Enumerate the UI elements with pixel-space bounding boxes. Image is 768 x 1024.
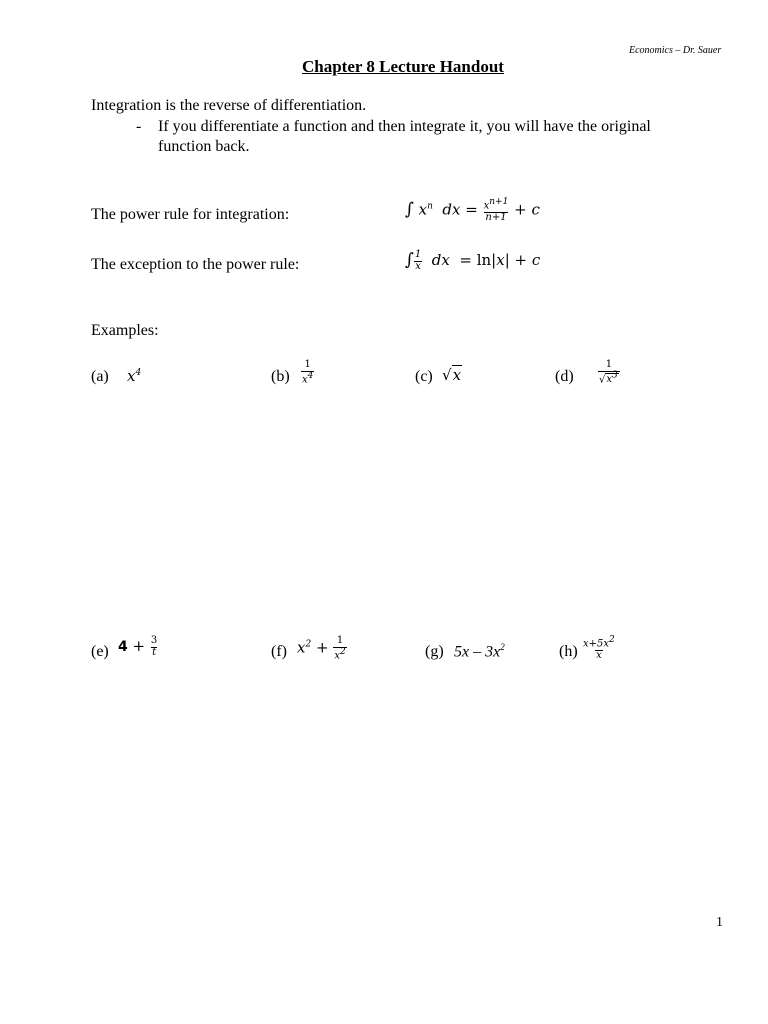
example-label-b: (b) xyxy=(271,368,290,385)
intro-line: Integration is the reverse of differentiation. xyxy=(91,97,367,114)
bullet-text-line1: If you differentiate a function and then integrate it, you will have the original xyxy=(158,118,651,135)
example-label-e: (e) xyxy=(91,643,109,660)
example-e-expr: 4 + $\frac{3}{t}$ xyxy=(118,635,158,658)
example-label-f: (f) xyxy=(271,643,287,660)
exception-label: The exception to the power rule: xyxy=(91,256,300,273)
exception-formula: ∫ $\frac{1}{x}$ dx = ln|x| + c xyxy=(405,249,541,272)
bullet-text-line2: function back. xyxy=(158,138,250,155)
examples-heading: Examples: xyxy=(91,322,159,339)
power-rule-label: The power rule for integration: xyxy=(91,206,290,223)
example-h-expr: $\frac{x+5x^2}{x}$ xyxy=(583,635,615,661)
example-b-expr: $\frac{1}{x^4}$ xyxy=(302,359,314,385)
example-g-expr: $5x - 3x^2$ xyxy=(454,642,505,661)
example-label-c: (c) xyxy=(415,368,433,385)
bullet-dash: - xyxy=(136,118,142,135)
page-title: Chapter 8 Lecture Handout xyxy=(302,57,504,76)
example-f-expr: $x^2$ + $\frac{1}{x^2}$ xyxy=(297,635,346,661)
page-number: 1 xyxy=(716,915,723,930)
example-a-expr: $x^4$ xyxy=(127,367,142,385)
example-label-a: (a) xyxy=(91,368,109,385)
example-label-g: (g) xyxy=(425,643,444,660)
header-note: Economics – Dr. Sauer xyxy=(629,45,722,56)
example-label-d: (d) xyxy=(555,368,574,385)
power-rule-formula: ∫ $x^n$ dx = $\frac{x^{n+1}}{n+1}$ + c xyxy=(405,197,540,223)
example-d-expr: $\frac{1}{√x^3}$ xyxy=(599,359,618,385)
example-c-expr: √x xyxy=(442,366,462,384)
example-label-h: (h) xyxy=(559,643,578,660)
